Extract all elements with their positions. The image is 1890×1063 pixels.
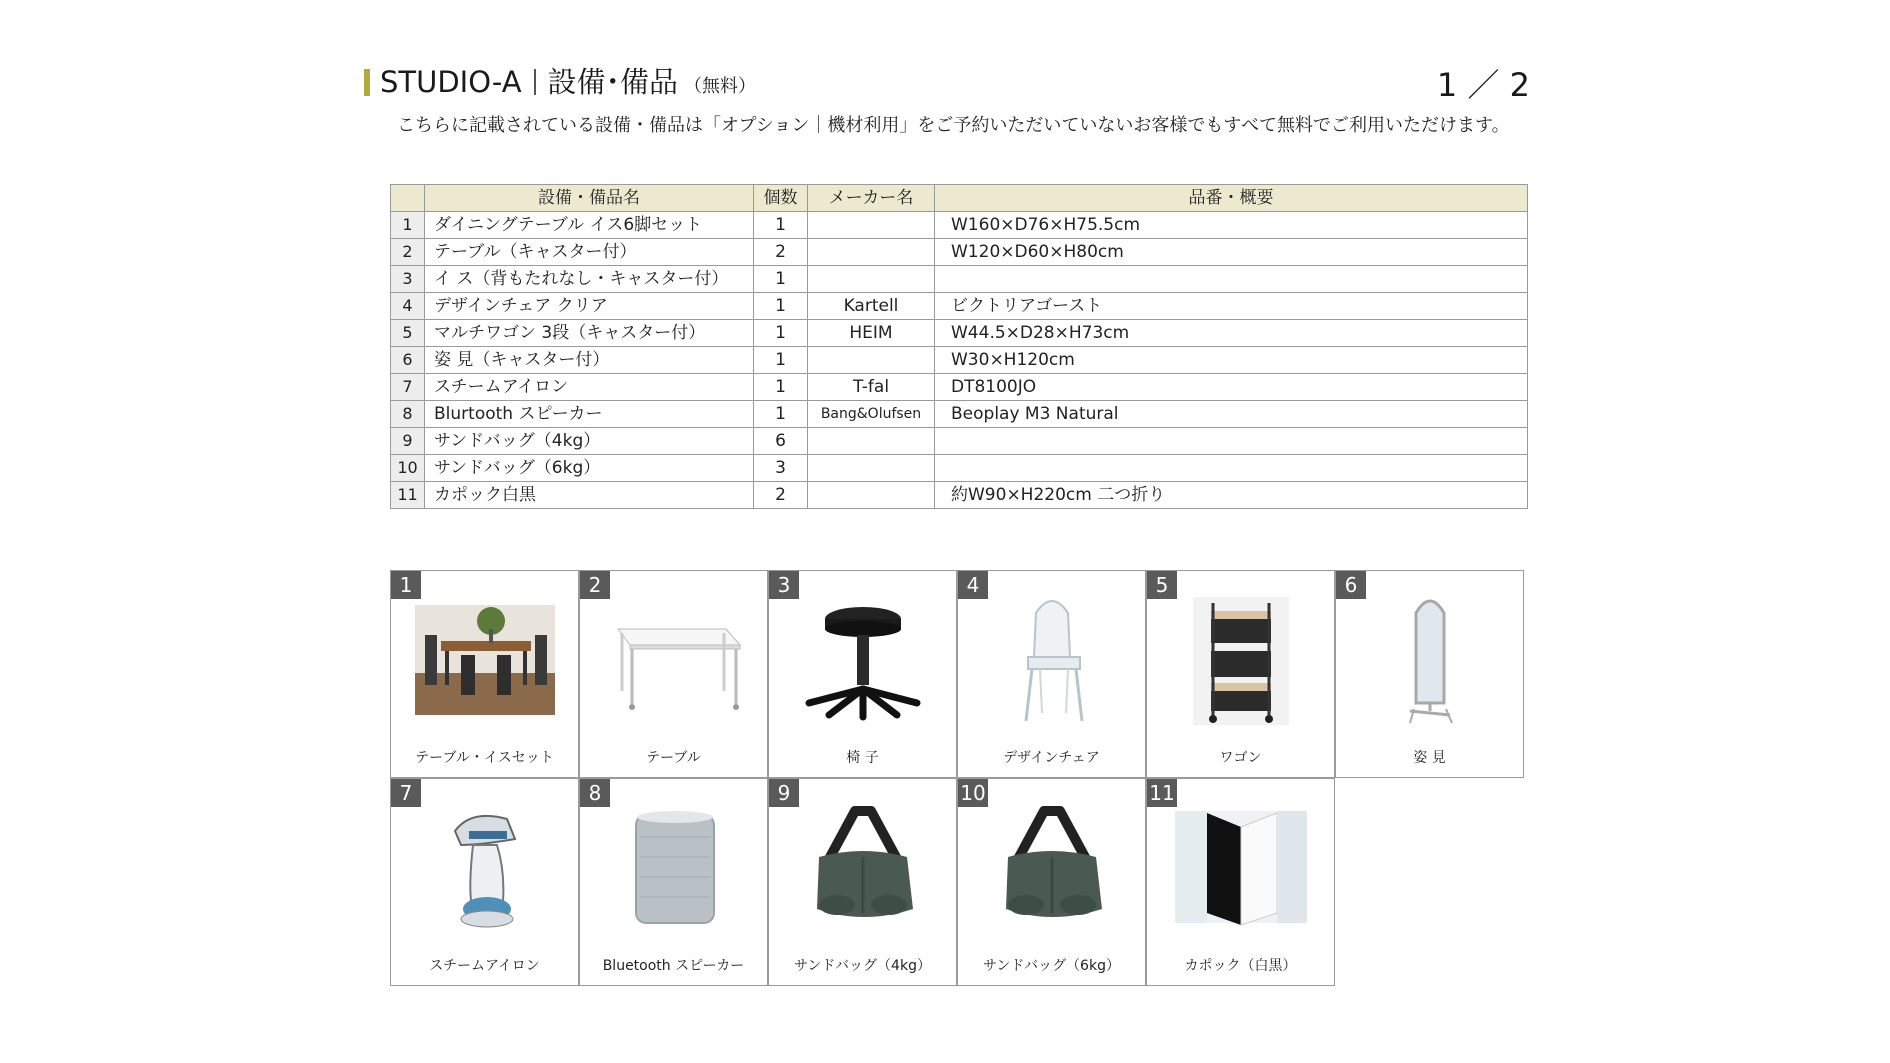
cell-maker xyxy=(808,266,935,293)
cell-spec: Beoplay M3 Natural xyxy=(935,401,1528,428)
cell-no: 7 xyxy=(391,374,425,401)
item-number-badge: 9 xyxy=(769,779,799,807)
sandbag-icon xyxy=(978,801,1126,933)
cell-qty: 6 xyxy=(754,428,808,455)
cell-no: 4 xyxy=(391,293,425,320)
cell-maker: T-fal xyxy=(808,374,935,401)
item-caption: スチームアイロン xyxy=(429,958,540,974)
item-caption: テーブル xyxy=(646,750,701,766)
gallery-item xyxy=(1146,778,1335,986)
gallery-item xyxy=(390,778,579,986)
cell-name: テーブル（キャスター付） xyxy=(425,239,754,266)
ghost-chair-icon xyxy=(978,593,1126,725)
cell-maker: HEIM xyxy=(808,320,935,347)
title-studio: STUDIO-A xyxy=(380,65,522,99)
cell-no: 2 xyxy=(391,239,425,266)
cell-name: ダイニングテーブル イス6脚セット xyxy=(425,212,754,239)
table-row xyxy=(391,455,1528,482)
cell-maker: Kartell xyxy=(808,293,935,320)
cell-maker: Bang&Olufsen xyxy=(808,401,935,428)
cell-qty: 2 xyxy=(754,482,808,509)
table-row xyxy=(391,347,1528,374)
title-divider xyxy=(534,69,536,95)
table-row xyxy=(391,266,1528,293)
intro-note: こちらに記載されている設備・備品は「オプション｜機材利用」をご予約いただいていないお客様でもすべて無料でご利用いただけます。 xyxy=(397,115,1510,136)
cell-qty: 1 xyxy=(754,374,808,401)
cell-spec: W160×D76×H75.5cm xyxy=(935,212,1528,239)
header-qty: 個数 xyxy=(754,185,808,212)
cell-spec: ビクトリアゴースト xyxy=(935,293,1528,320)
item-caption: Bluetooth スピーカー xyxy=(602,958,745,974)
item-caption: サンドバッグ（6kg） xyxy=(983,958,1120,974)
cell-no: 10 xyxy=(391,455,425,482)
cell-name: デザインチェア クリア xyxy=(425,293,754,320)
cell-maker xyxy=(808,455,935,482)
page-title xyxy=(380,64,756,105)
cell-no: 11 xyxy=(391,482,425,509)
stool-icon xyxy=(789,593,937,725)
gallery-item xyxy=(768,570,957,778)
table-header-row xyxy=(391,185,1528,212)
cell-spec: W30×H120cm xyxy=(935,347,1528,374)
cell-qty: 1 xyxy=(754,293,808,320)
cell-qty: 1 xyxy=(754,320,808,347)
cell-qty: 1 xyxy=(754,347,808,374)
table-row xyxy=(391,212,1528,239)
cell-maker xyxy=(808,239,935,266)
gallery-item xyxy=(579,570,768,778)
item-number-badge: 6 xyxy=(1336,571,1366,599)
cell-no: 6 xyxy=(391,347,425,374)
gallery-item xyxy=(1335,570,1524,778)
cell-no: 8 xyxy=(391,401,425,428)
cell-qty: 1 xyxy=(754,401,808,428)
steam-iron-icon xyxy=(411,801,559,933)
header-no xyxy=(391,185,425,212)
cell-spec xyxy=(935,455,1528,482)
item-number-badge: 1 xyxy=(391,571,421,599)
kapok-board-icon xyxy=(1167,801,1315,933)
table-row xyxy=(391,293,1528,320)
sandbag-icon xyxy=(789,801,937,933)
gallery-item xyxy=(957,570,1146,778)
equipment-table xyxy=(390,184,1528,509)
cell-maker xyxy=(808,482,935,509)
item-number-badge: 10 xyxy=(958,779,988,807)
item-caption: テーブル・イスセット xyxy=(415,750,554,766)
header-maker: メーカー名 xyxy=(808,185,935,212)
equipment-gallery xyxy=(390,570,1527,988)
item-number-badge: 5 xyxy=(1147,571,1177,599)
title-free-note: （無料） xyxy=(684,76,757,97)
gallery-item xyxy=(957,778,1146,986)
table-icon xyxy=(600,593,748,725)
item-number-badge: 7 xyxy=(391,779,421,807)
title-accent-bar xyxy=(364,69,370,96)
cell-spec: 約W90×H220cm 二つ折り xyxy=(935,482,1528,509)
item-number-badge: 4 xyxy=(958,571,988,599)
item-caption: 椅 子 xyxy=(846,750,879,766)
cell-maker xyxy=(808,347,935,374)
table-row xyxy=(391,374,1528,401)
cell-maker xyxy=(808,428,935,455)
item-caption: カポック（白黒） xyxy=(1184,958,1297,974)
item-number-badge: 3 xyxy=(769,571,799,599)
gallery-item xyxy=(579,778,768,986)
cell-no: 5 xyxy=(391,320,425,347)
gallery-item xyxy=(390,570,579,778)
title-equipment: 設備･備品 xyxy=(547,65,679,99)
table-row xyxy=(391,428,1528,455)
cell-spec: W120×D60×H80cm xyxy=(935,239,1528,266)
cell-qty: 2 xyxy=(754,239,808,266)
cell-name: マルチワゴン 3段（キャスター付） xyxy=(425,320,754,347)
item-caption: ワゴン xyxy=(1219,750,1262,766)
gallery-item xyxy=(1146,570,1335,778)
cell-qty: 3 xyxy=(754,455,808,482)
gallery-item xyxy=(768,778,957,986)
header-spec: 品番・概要 xyxy=(935,185,1528,212)
cell-spec xyxy=(935,428,1528,455)
item-number-badge: 8 xyxy=(580,779,610,807)
mirror-icon xyxy=(1356,593,1504,725)
cell-name: スチームアイロン xyxy=(425,374,754,401)
cell-no: 9 xyxy=(391,428,425,455)
cell-no: 1 xyxy=(391,212,425,239)
table-row xyxy=(391,239,1528,266)
cell-spec: W44.5×D28×H73cm xyxy=(935,320,1528,347)
cell-name: カポック白黒 xyxy=(425,482,754,509)
item-caption: 姿 見 xyxy=(1413,750,1446,766)
cell-no: 3 xyxy=(391,266,425,293)
cell-spec xyxy=(935,266,1528,293)
item-number-badge: 2 xyxy=(580,571,610,599)
speaker-icon xyxy=(600,801,748,933)
cell-qty: 1 xyxy=(754,266,808,293)
item-caption: サンドバッグ（4kg） xyxy=(794,958,931,974)
cell-name: サンドバッグ（4kg） xyxy=(425,428,754,455)
header-name: 設備・備品名 xyxy=(425,185,754,212)
cell-spec: DT8100JO xyxy=(935,374,1528,401)
dining-set-icon xyxy=(411,593,559,725)
cell-name: サンドバッグ（6kg） xyxy=(425,455,754,482)
wagon-icon xyxy=(1167,593,1315,725)
cell-name: Blurtooth スピーカー xyxy=(425,401,754,428)
table-row xyxy=(391,401,1528,428)
cell-name: イ ス（背もたれなし・キャスター付） xyxy=(425,266,754,293)
page-number: 1 ／ 2 xyxy=(1436,66,1530,104)
cell-qty: 1 xyxy=(754,212,808,239)
cell-maker xyxy=(808,212,935,239)
cell-name: 姿 見（キャスター付） xyxy=(425,347,754,374)
table-row xyxy=(391,482,1528,509)
item-caption: デザインチェア xyxy=(1003,750,1100,766)
table-row xyxy=(391,320,1528,347)
item-number-badge: 11 xyxy=(1147,779,1177,807)
